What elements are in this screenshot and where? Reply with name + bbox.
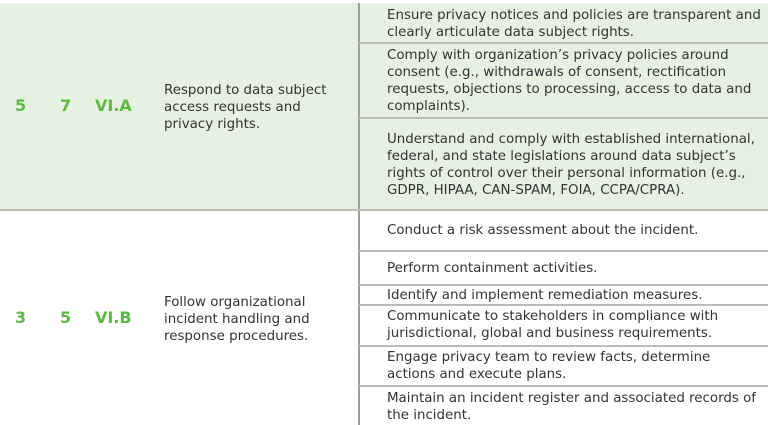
task-cell: Conduct a risk assessment about the incident. (387, 223, 699, 238)
row-divider (359, 117, 768, 119)
col1-value: 3 (15, 308, 27, 327)
col2-value: 5 (60, 308, 72, 327)
section-divider (0, 209, 768, 211)
row-divider (359, 385, 768, 387)
task-cell: Ensure privacy notices and policies are transparent and clearly articulate data subject rights. (387, 8, 761, 40)
task-cell: Comply with organization’s privacy policies around consent (e.g., withdrawals of consent, rectification requests, objections to processing, access to data and complaints). (387, 48, 752, 114)
section-code: VI.A (95, 96, 132, 115)
col2-value: 7 (60, 96, 72, 115)
task-cell: Understand and comply with established international, federal, and state legislations around data subject’s rights of control over their personal information (e.g., GDPR, HIPAA, CAN-SPAM, FOIA, CCPA/CPRA). (387, 131, 755, 198)
section-description: Follow organizational incident handling and response procedures. (164, 295, 310, 344)
row-divider (359, 42, 768, 44)
column-divider (358, 3, 360, 425)
task-cell: Identify and implement remediation measures. (387, 287, 703, 303)
task-cell: Maintain an incident register and associated records of the incident. (387, 391, 757, 423)
task-cell: Engage privacy team to review facts, determine actions and execute plans. (387, 349, 711, 382)
col1-value: 5 (15, 96, 27, 115)
task-cell: Perform containment activities. (387, 260, 598, 276)
task-cell: Communicate to stakeholders in compliance with jurisdictional, global and business requirements. (387, 309, 719, 341)
section-code: VI.B (95, 308, 132, 327)
section-description: Respond to data subject access requests and privacy rights. (164, 83, 327, 132)
